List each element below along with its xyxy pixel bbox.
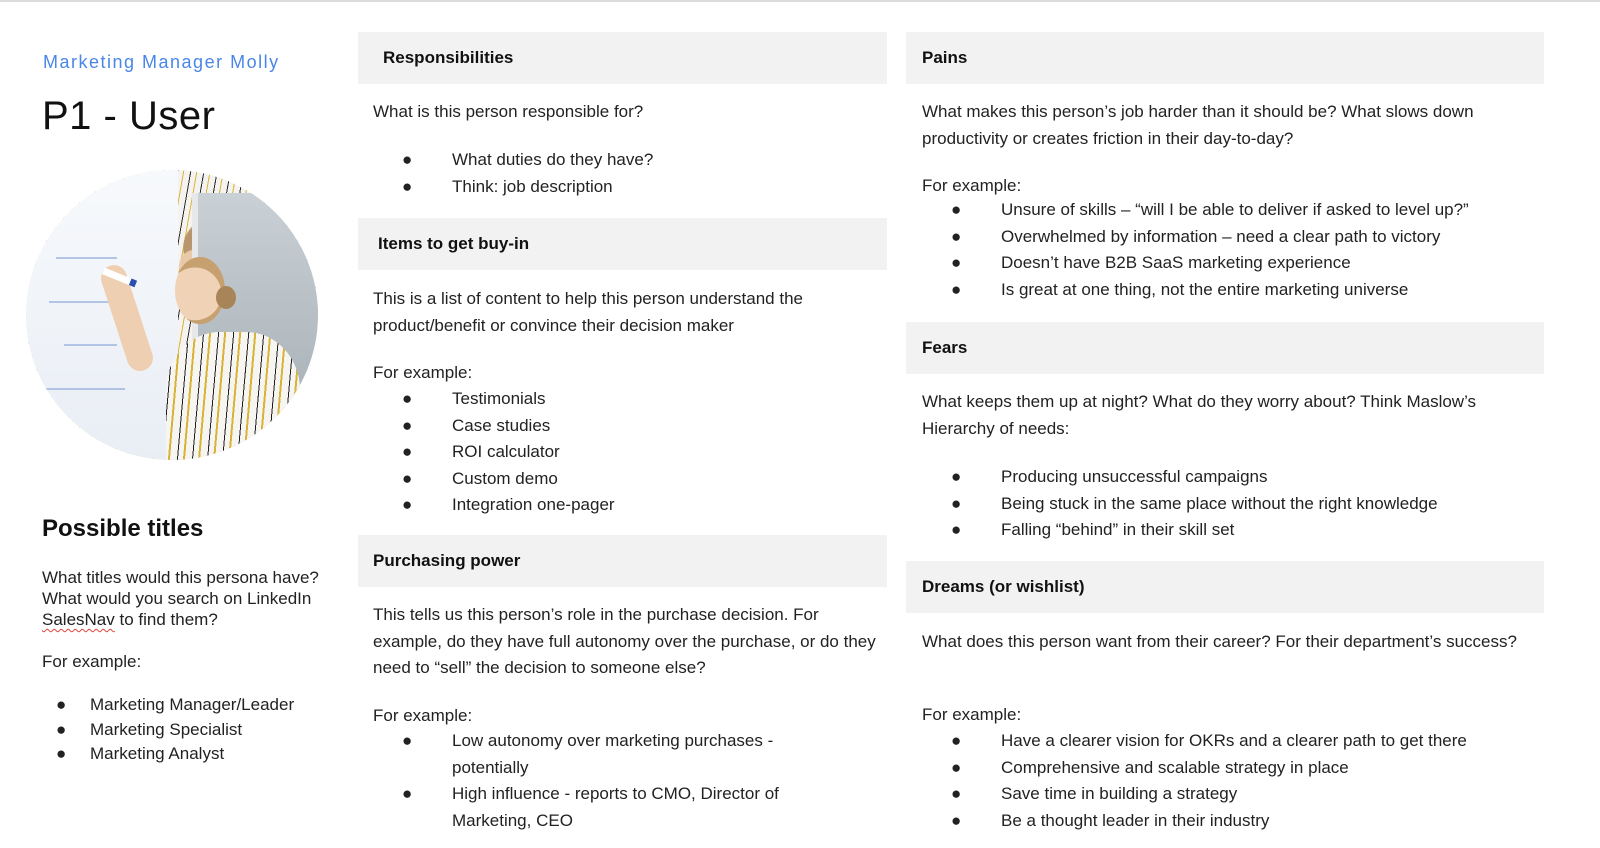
list-item [922,755,1537,782]
purchasing-power-for-example: For example: [373,706,473,725]
list-item [373,466,883,493]
buy-in-heading: Items to get buy-in [358,218,887,270]
list-item-text: Low autonomy over marketing purchases - potentially [452,731,774,777]
list-item [42,694,294,719]
list-item-text: Is great at one thing, not the entire marketing universe [1001,279,1409,299]
list-item [42,719,294,744]
list-item-text: Have a clearer vision for OKRs and a clearer path to get there [1001,731,1467,750]
responsibilities-heading: Responsibilities [358,32,887,84]
list-item [922,197,1537,224]
bullet-icon: ● [402,389,413,408]
whiteboard-graphic [26,170,178,460]
list-item-text: Integration one-pager [452,495,615,514]
bullet-icon: ● [402,731,413,750]
list-item [373,413,883,440]
buy-in-list [373,386,883,519]
bullet-icon: ● [951,810,962,830]
bullet-icon: ● [951,520,962,539]
possible-titles-for-example: For example: [42,652,142,671]
list-item-text: Marketing Analyst [90,744,225,763]
list-item-text: Comprehensive and scalable strategy in place [1001,757,1349,777]
list-item [922,808,1537,835]
dreams-for-example: For example: [922,705,1022,724]
list-item [922,491,1537,518]
fears-list [922,464,1537,544]
bullet-icon: ● [951,493,962,513]
bullet-icon: ● [402,784,413,803]
list-item-text: Producing unsuccessful campaigns [1001,467,1268,486]
list-item-text: Think: job description [452,176,613,196]
bullet-icon: ● [951,731,962,750]
bullet-icon: ● [402,468,413,488]
persona-photo [26,170,318,460]
pains-heading: Pains [906,32,1544,84]
bullet-icon: ● [402,442,413,461]
list-item-text: Unsure of skills – “will I be able to deliver if asked to level up?” [1001,200,1469,219]
fears-heading: Fears [906,322,1544,374]
dreams-heading: Dreams (or wishlist) [906,561,1544,613]
list-item-text: Testimonials [452,389,546,408]
possible-titles-heading: Possible titles [42,515,204,542]
list-item [922,250,1537,277]
buy-in-for-example: For example: [373,363,473,382]
list-item-text: Being stuck in the same place without the right knowledge [1001,493,1438,513]
bullet-icon: ● [951,757,962,777]
list-item-text: Custom demo [452,468,558,488]
bullet-icon: ● [951,253,962,272]
list-item-text: ROI calculator [452,442,560,461]
responsibilities-description: What is this person responsible for? [373,102,644,121]
bullet-icon: ● [402,495,413,514]
list-item [922,517,1537,544]
list-item [373,781,803,834]
possible-titles-description [42,567,332,630]
bullet-icon: ● [56,695,67,714]
list-item-text: Marketing Specialist [90,719,243,739]
list-item [922,464,1537,491]
pains-for-example: For example: [922,176,1022,195]
persona-title: P1 - User [42,94,216,138]
list-item [373,439,883,466]
description-text: to find them? [114,610,218,629]
list-item [373,492,883,519]
buy-in-description: This is a list of content to help this person understand the product/benefit or convince their decision maker [373,289,803,335]
list-item [373,147,883,174]
bullet-icon: ● [951,784,962,803]
persona-eyebrow: Marketing Manager Molly [43,52,280,72]
list-item [922,277,1537,304]
bullet-icon: ● [951,467,962,486]
person-graphic [166,332,300,460]
pains-list [922,197,1537,303]
list-item-text: High influence - reports to CMO, Director of Marketing, CEO [452,784,779,830]
list-item-text: Overwhelmed by information – need a clear path to victory [1001,226,1441,246]
bullet-icon: ● [951,226,962,246]
bullet-icon: ● [56,719,67,739]
fears-description: What keeps them up at night? What do they worry about? Think Maslow’s Hierarchy of needs: [922,392,1477,438]
list-item-text: What duties do they have? [452,150,654,169]
bullet-icon: ● [402,176,413,196]
list-item [42,743,294,768]
list-item [373,174,883,201]
list-item-text: Falling “behind” in their skill set [1001,520,1235,539]
purchasing-power-list [373,728,803,834]
bullet-icon: ● [951,279,962,299]
dreams-description: What does this person want from their career? For their department’s success? [922,632,1517,651]
list-item [373,386,883,413]
dreams-list [922,728,1537,834]
pains-description: What makes this person’s job harder than it should be? What slows down productivity or creates friction in their day-to-day? [922,102,1474,148]
description-text: What titles would this persona have? What would you search on LinkedIn [42,568,319,608]
list-item-text: Case studies [452,415,551,435]
responsibilities-list [373,147,883,200]
bullet-icon: ● [402,150,413,169]
list-item-text: Save time in building a strategy [1001,784,1238,803]
list-item-text: Doesn’t have B2B SaaS marketing experience [1001,253,1351,272]
list-item [373,728,803,781]
spellcheck-word[interactable]: SalesNav [42,610,115,629]
list-item [922,781,1537,808]
list-item [922,728,1537,755]
list-item-text: Marketing Manager/Leader [90,695,295,714]
purchasing-power-heading: Purchasing power [358,535,887,587]
bullet-icon: ● [402,415,413,435]
purchasing-power-description: This tells us this person’s role in the purchase decision. For example, do they have full autonomy over the purchase, or do they need to “sell” the decision to someone else? [373,605,876,677]
bullet-icon: ● [951,200,962,219]
list-item [922,224,1537,251]
possible-titles-list [42,694,294,768]
bullet-icon: ● [56,744,67,763]
list-item-text: Be a thought leader in their industry [1001,810,1270,830]
